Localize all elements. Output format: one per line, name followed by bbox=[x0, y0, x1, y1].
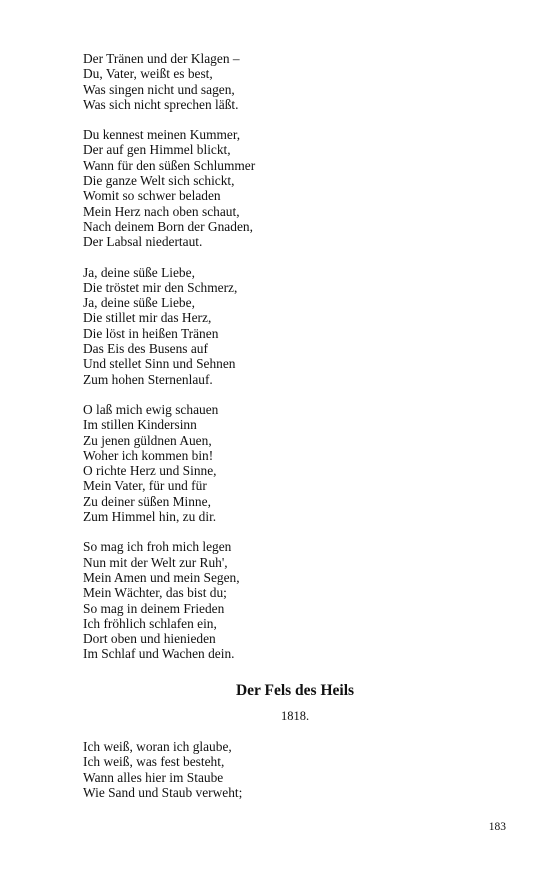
verse-line: Zum hohen Sternenlauf. bbox=[83, 371, 213, 387]
verse-line: Zum Himmel hin, zu dir. bbox=[83, 509, 217, 525]
verse-line: So mag ich froh mich legen bbox=[83, 539, 232, 555]
verse-line: Und stellet Sinn und Sehnen bbox=[83, 356, 236, 372]
verse-line: Ja, deine süße Liebe, bbox=[83, 295, 195, 311]
verse-line: Mein Herz nach oben schaut, bbox=[83, 203, 240, 219]
verse-line: Was sich nicht sprechen läßt. bbox=[83, 96, 239, 112]
verse-line: Im stillen Kindersinn bbox=[83, 417, 197, 433]
verse-line: Ich weiß, woran ich glaube, bbox=[83, 739, 232, 754]
verse-line: Das Eis des Busens auf bbox=[83, 341, 208, 357]
page-number: 183 bbox=[488, 821, 506, 833]
stanza bbox=[83, 402, 483, 524]
stanza bbox=[83, 265, 483, 387]
stanza bbox=[83, 51, 483, 112]
verse-line: Womit so schwer beladen bbox=[83, 188, 221, 204]
verse-line: Ich weiß, was fest besteht, bbox=[83, 754, 225, 770]
verse-line: Wann für den süßen Schlummer bbox=[83, 157, 256, 173]
verse-line: Du, Vater, weißt es best, bbox=[83, 66, 213, 82]
verse-line: Wie Sand und Staub verweht; bbox=[83, 784, 243, 800]
verse-line: Ich fröhlich schlafen ein, bbox=[83, 615, 217, 631]
verse-line: Der Labsal niedertaut. bbox=[83, 234, 203, 250]
verse-line: Wann alles hier im Staube bbox=[83, 769, 224, 785]
verse-line: Mein Amen und mein Segen, bbox=[83, 569, 240, 585]
verse-line: Ja, deine süße Liebe, bbox=[83, 264, 195, 280]
poem-year: 1818. bbox=[280, 709, 310, 723]
verse-line: Mein Vater, für und für bbox=[83, 478, 207, 494]
verse-line: Dort oben und hienieden bbox=[83, 631, 216, 647]
verse-line: O richte Herz und Sinne, bbox=[83, 463, 217, 479]
verse-line: Nun mit der Welt zur Ruh', bbox=[83, 554, 228, 570]
verse-line: Nach deinem Born der Gnaden, bbox=[83, 218, 253, 234]
verse-line: Die ganze Welt sich schickt, bbox=[83, 173, 235, 189]
verse-line: Zu deiner süßen Minne, bbox=[83, 493, 211, 509]
verse-line: Woher ich kommen bin! bbox=[83, 447, 214, 463]
verse-line: O laß mich ewig schauen bbox=[83, 401, 219, 417]
poem-continuation bbox=[83, 51, 483, 677]
verse-line: Du kennest meinen Kummer, bbox=[83, 127, 241, 143]
verse-line: Der Tränen und der Klagen – bbox=[83, 51, 240, 66]
verse-line: Die löst in heißen Tränen bbox=[83, 325, 219, 341]
stanza bbox=[83, 539, 483, 661]
verse-line: Die stillet mir das Herz, bbox=[83, 310, 212, 326]
stanza bbox=[83, 127, 483, 249]
verse-line: Im Schlaf und Wachen dein. bbox=[83, 646, 235, 662]
verse-line: So mag in deinem Frieden bbox=[83, 600, 225, 616]
verse-line: Zu jenen güldnen Auen, bbox=[83, 432, 212, 448]
stanza bbox=[83, 739, 483, 800]
poem-title: Der Fels des Heils bbox=[235, 682, 355, 699]
verse-line: Der auf gen Himmel blickt, bbox=[83, 142, 231, 158]
verse-line: Was singen nicht und sagen, bbox=[83, 81, 235, 97]
verse-line: Die tröstet mir den Schmerz, bbox=[83, 279, 238, 295]
verse-line: Mein Wächter, das bist du; bbox=[83, 585, 227, 601]
